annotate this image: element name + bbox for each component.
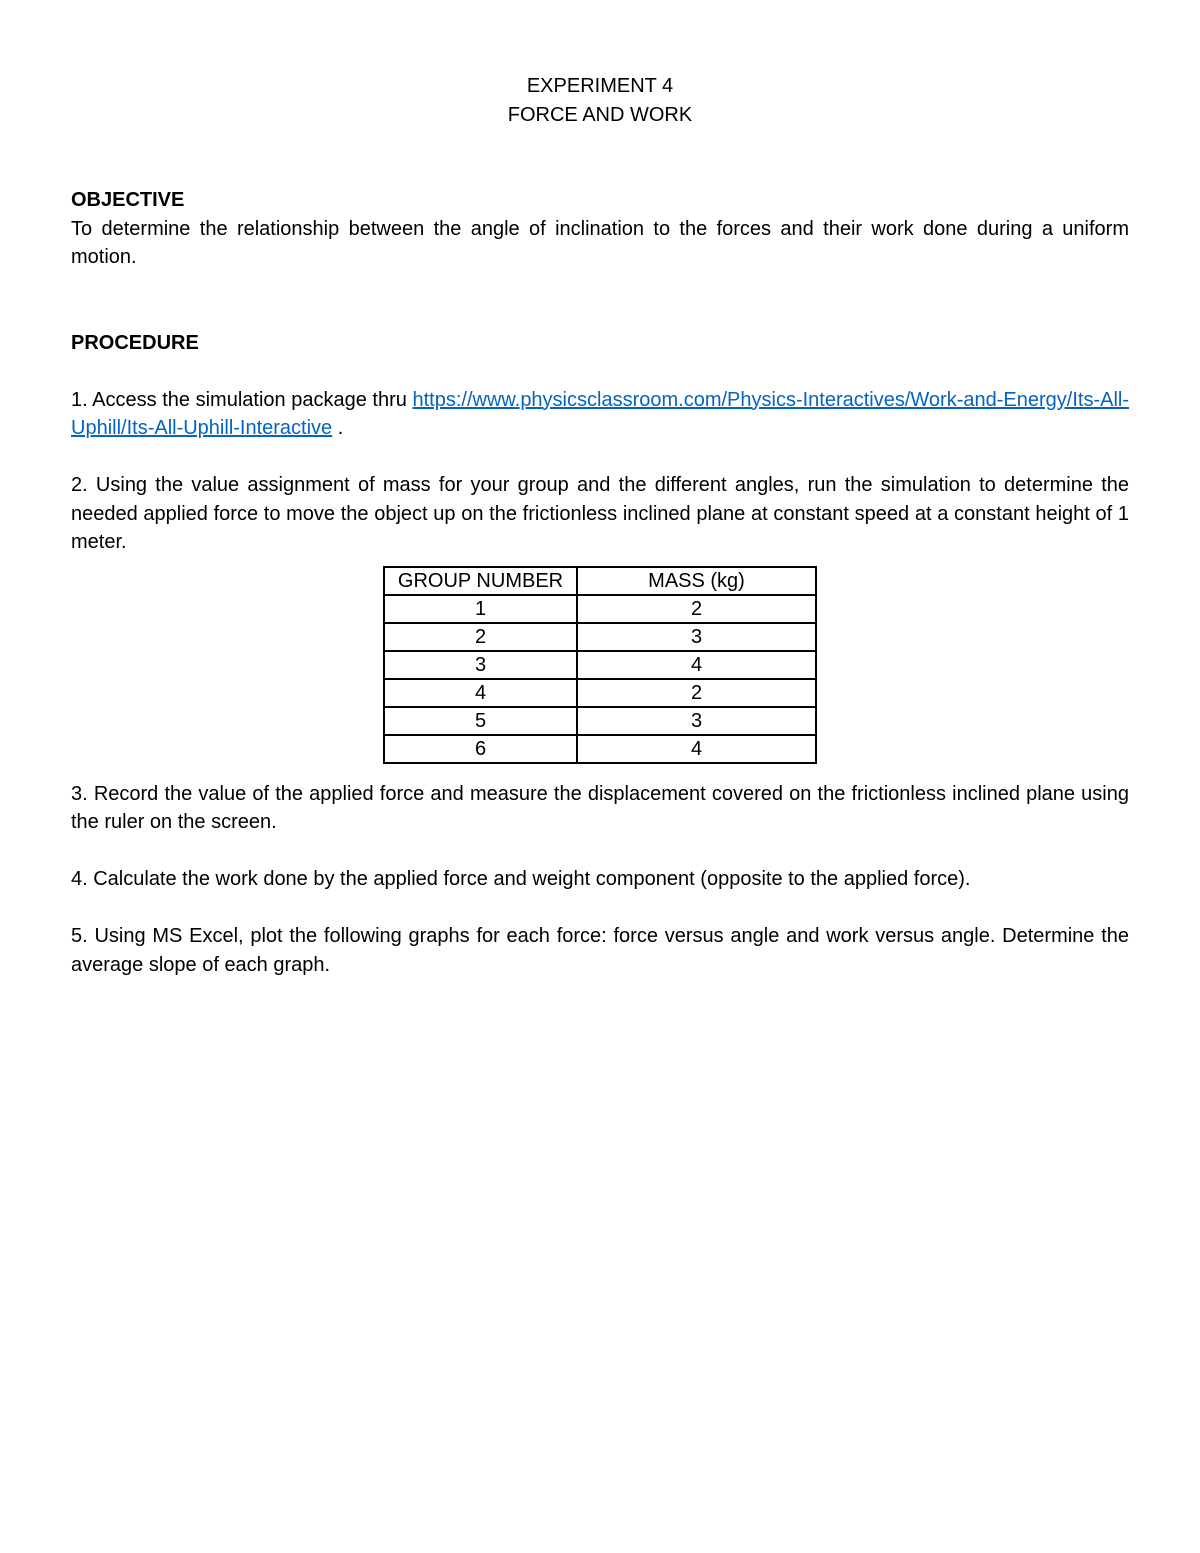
mass-cell: 4 — [577, 735, 816, 763]
table-row — [384, 595, 816, 623]
group-mass-table — [383, 566, 817, 764]
group-number-cell: 3 — [384, 651, 577, 679]
group-number-cell: 2 — [384, 623, 577, 651]
step-1-suffix: . — [332, 417, 344, 439]
procedure-step-1 — [71, 386, 1129, 443]
header-mass: MASS (kg) — [577, 567, 816, 595]
mass-cell: 2 — [577, 679, 816, 707]
procedure-step-5: 5. Using MS Excel, plot the following graphs for each force: force versus angle and work versus angle. Determine the average slope of each graph. — [71, 925, 1129, 976]
table-header-row — [384, 567, 816, 595]
group-number-cell: 5 — [384, 707, 577, 735]
procedure-step-4: 4. Calculate the work done by the applied force and weight component (opposite to the applied force). — [71, 868, 971, 890]
objective-text: To determine the relationship between the angle of inclination to the forces and their work done during a uniform motion. — [71, 217, 1129, 268]
procedure-heading: PROCEDURE — [71, 331, 199, 354]
table-row — [384, 679, 816, 707]
experiment-number: EXPERIMENT 4 — [526, 75, 674, 97]
table-row — [384, 735, 816, 763]
mass-cell: 2 — [577, 595, 816, 623]
objective-heading: OBJECTIVE — [71, 189, 185, 211]
title-block — [71, 72, 1129, 129]
experiment-title: FORCE AND WORK — [507, 103, 693, 126]
group-number-cell: 4 — [384, 679, 577, 707]
table-row — [384, 623, 816, 651]
procedure-step-2: 2. Using the value assignment of mass for your group and the different angles, run the simulation to determine the needed applied force to move the object up on the frictionless inclined plane at constant speed at a constant height of 1 meter. — [71, 474, 1129, 553]
simulation-link[interactable]: https://www.physicsclassroom.com/Physics-Interactives/Work-and-Energy/Its-All-Uphill/Its-All-Uphill-Interactive — [71, 388, 1129, 439]
table-row — [384, 651, 816, 679]
group-number-cell: 6 — [384, 735, 577, 763]
procedure-step-3: 3. Record the value of the applied force and measure the displacement covered on the frictionless inclined plane using the ruler on the screen. — [71, 782, 1129, 833]
table-row — [384, 707, 816, 735]
header-group-number: GROUP NUMBER — [384, 567, 577, 595]
mass-cell: 4 — [577, 651, 816, 679]
group-number-cell: 1 — [384, 595, 577, 623]
document-page — [71, 72, 1129, 979]
mass-cell: 3 — [577, 707, 816, 735]
step-1-prefix: 1. Access the simulation package thru — [71, 388, 413, 411]
mass-cell: 3 — [577, 623, 816, 651]
